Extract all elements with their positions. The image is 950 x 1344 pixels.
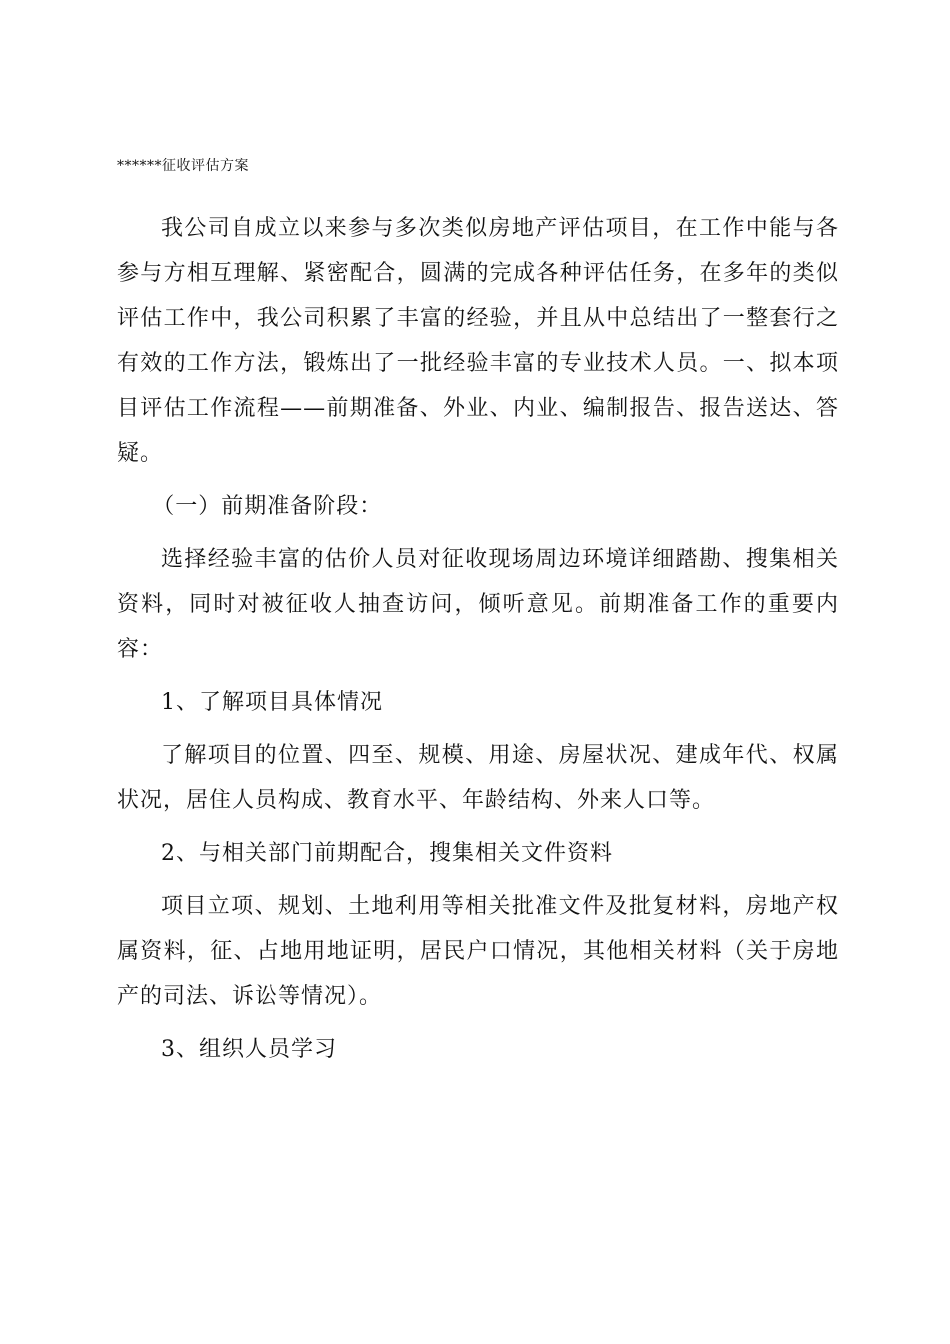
spacer	[117, 876, 839, 884]
item-paragraph-2: 项目立项、规划、土地利用等相关批准文件及批复材料，房地产权属资料，征、占地用地证明，居民户口情况，其他相关材料（关于房地产的司法、诉讼等情况）。	[117, 894, 839, 1009]
item-heading-3: 3、组织人员学习	[161, 1037, 337, 1062]
document-body	[117, 206, 839, 1072]
section-heading-preparation: （一）前期准备阶段：	[152, 494, 383, 519]
item-heading-1: 1、了解项目具体情况	[161, 690, 383, 715]
spacer	[117, 672, 839, 680]
item-heading-2: 2、与相关部门前期配合，搜集相关文件资料	[161, 841, 613, 866]
spacer	[117, 529, 839, 537]
intro-paragraph: 我公司自成立以来参与多次类似房地产评估项目，在工作中能与各参与方相互理解、紧密配合，圆满的完成各种评估任务，在多年的类似评估工作中，我公司积累了丰富的经验，并且从中总结出了一整套行之有效的工作方法，锻炼出了一批经验丰富的专业技术人员。一、拟本项目评估工作流程——前期准备、外业、内业、编制报告、报告送达、答疑。	[117, 216, 839, 466]
item-paragraph-1: 了解项目的位置、四至、规模、用途、房屋状况、建成年代、权属状况，居住人员构成、教育水平、年龄结构、外来人口等。	[117, 743, 839, 813]
spacer	[117, 476, 839, 484]
spacer	[117, 1019, 839, 1027]
spacer	[117, 823, 839, 831]
preparation-paragraph: 选择经验丰富的估价人员对征收现场周边环境详细踏勘、搜集相关资料，同时对被征收人抽查访问，倾听意见。前期准备工作的重要内容：	[117, 547, 839, 662]
document-title: ******征收评估方案	[117, 158, 249, 174]
spacer	[117, 725, 839, 733]
